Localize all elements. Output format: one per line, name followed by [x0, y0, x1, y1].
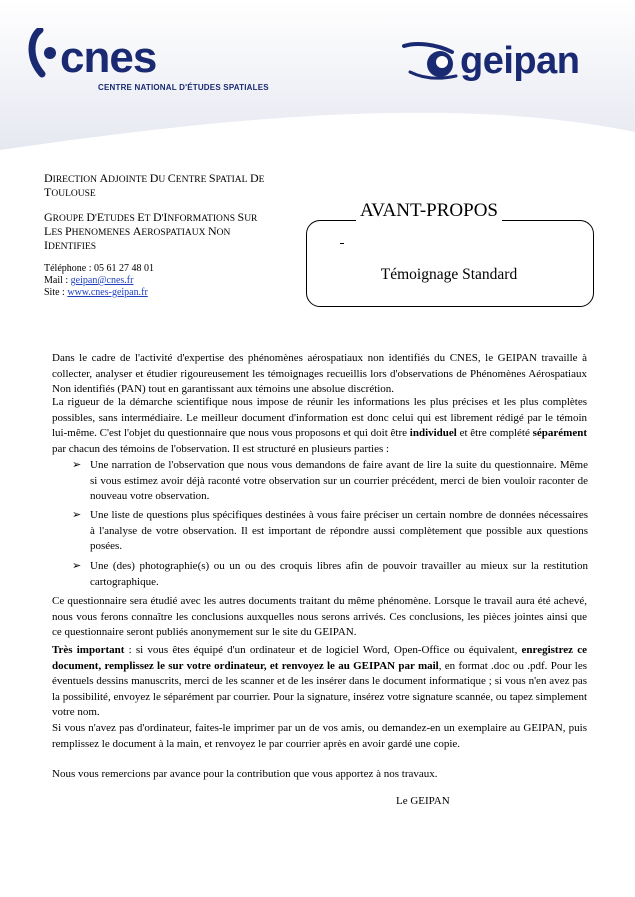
important-bold-instruction: enregistrez ce document, remplissez le sur votre ordinateur, et renvoyez le au GEIPAN par mail	[52, 644, 587, 672]
etude-paragraph: Ce questionnaire sera étudié avec les autres documents traitant du même phénomène. Lorsque le travail aura été achevé, nous vous ferons connaître les conclusions auxquelles nous serons arrivés. Ces conclusions, les pièces jointes ainsi que ce questionnaire seront publiés anonymement sur le site du GEIPAN.	[52, 595, 587, 638]
page-subtitle: Témoignage Standard	[380, 266, 518, 283]
arrow-bullet-icon: ➢	[72, 459, 82, 471]
important-text-b: : si vous êtes équipé d'un ordinateur et de logiciel Word, Open-Office ou équivalent,	[124, 644, 522, 656]
rigueur-text-a: La rigueur de la démarche scientifique nous impose de réunir les informations les plus précises et les plus complètes possibles, sans intermédiaire. Le meilleur document d'information est donc celui qui est librement rédigé par le témoin lui-même. C'est l'objet du questionnaire que nous vous proposons et qui doit être	[52, 396, 587, 439]
mail-link[interactable]: geipan@cnes.fr	[70, 275, 134, 286]
rigueur-text-c: et être complété	[456, 427, 533, 439]
bullet-2-text: Une liste de questions plus spécifiques destinées à vous faire préciser un certain nombre de données nécessaires à l'analyse de votre observation. Il est important de répondre aussi complètement que possible aux questions posées.	[90, 509, 588, 552]
sans-ordinateur-paragraph: Si vous n'avez pas d'ordinateur, faites-le imprimer par un de vos amis, ou demandez-en un exemplaire au GEIPAN, puis remplissez le document à la main, et renvoyez le par courrier après en avoir gardé une copie.	[52, 722, 587, 750]
site-label: Site :	[44, 287, 68, 298]
direction-heading	[44, 172, 264, 200]
important-paragraph	[52, 643, 587, 721]
direction-line-1: DIRECTION ADJOINTE DU CENTRE SPATIAL DE	[44, 171, 265, 185]
list-item	[72, 559, 588, 590]
box-dash	[340, 243, 344, 244]
groupe-line-3: IDENTIFIES	[44, 238, 97, 252]
groupe-line-2: LES PHENOMENES AEROSPATIAUX NON	[44, 224, 231, 238]
geipan-logo-text: geipan	[460, 40, 580, 82]
arrow-bullet-icon: ➢	[72, 560, 82, 572]
cnes-logo-icon	[26, 28, 62, 80]
list-item	[72, 458, 588, 505]
direction-line-2: TOULOUSE	[44, 185, 96, 199]
mail-label: Mail :	[44, 275, 71, 286]
page-title: AVANT-PROPOS	[356, 200, 502, 222]
groupe-line-1: GROUPE D'ETUDES ET D'INFORMATIONS SUR	[44, 210, 258, 224]
arrow-bullet-icon: ➢	[72, 509, 82, 521]
signature: Le GEIPAN	[396, 795, 450, 807]
phone-text: Téléphone : 05 61 27 48 01	[44, 263, 154, 274]
contact-block	[44, 263, 154, 299]
rigueur-bold-individuel: individuel	[409, 427, 457, 439]
geipan-logo-icon	[402, 40, 460, 82]
rigueur-bold-separement: séparément	[532, 427, 587, 439]
remerciements-paragraph: Nous vous remercions par avance pour la contribution que vous apportez à nos travaux.	[52, 768, 438, 780]
important-label: Très important	[52, 644, 125, 656]
rigueur-paragraph	[52, 395, 587, 457]
title-box	[306, 220, 594, 307]
groupe-heading	[44, 211, 257, 253]
site-link[interactable]: www.cnes-geipan.fr	[67, 287, 148, 298]
rigueur-text-e: par chacun des témoins de l'observation. Il est structuré en plusieurs parties :	[52, 442, 390, 455]
cnes-subtitle: CENTRE NATIONAL D'ÉTUDES SPATIALES	[98, 83, 269, 92]
intro-paragraph: Dans le cadre de l'activité d'expertise des phénomènes aérospatiaux non identifiés du CNES, le GEIPAN travaille à collecter, analyser et étudier rigoureusement les témoignages recueillis lors d'observations de Phénomènes Aérospatiaux Non identifiés (PAN) tout en garantissant aux témoins une absolue discrétion.	[52, 352, 587, 395]
bullet-3-text: Une (des) photographie(s) ou un ou des croquis libres afin de pouvoir travailler au mieux sur la restitution cartographique.	[90, 560, 588, 588]
cnes-logo-text: cnes	[60, 33, 157, 82]
important-text-d: , en format .doc ou .pdf. Pour les éventuels dessins manuscrits, merci de les scanner et de les insérer dans le document informatique ; si vous n'en avez pas la possibilité, envoyez le séparément par courrier. Pour la signature, insérez votre signature scannée, ou tapez simplement votre nom.	[52, 659, 587, 718]
bullet-1-text: Une narration de l'observation que nous vous demandons de faire avant de lire la suite du questionnaire. Même si vous estimez avoir déjà raconté votre observation sur un courrier précédent, merci de bien vouloir raconter de nouveau votre observation.	[90, 459, 588, 502]
list-item	[72, 508, 588, 555]
